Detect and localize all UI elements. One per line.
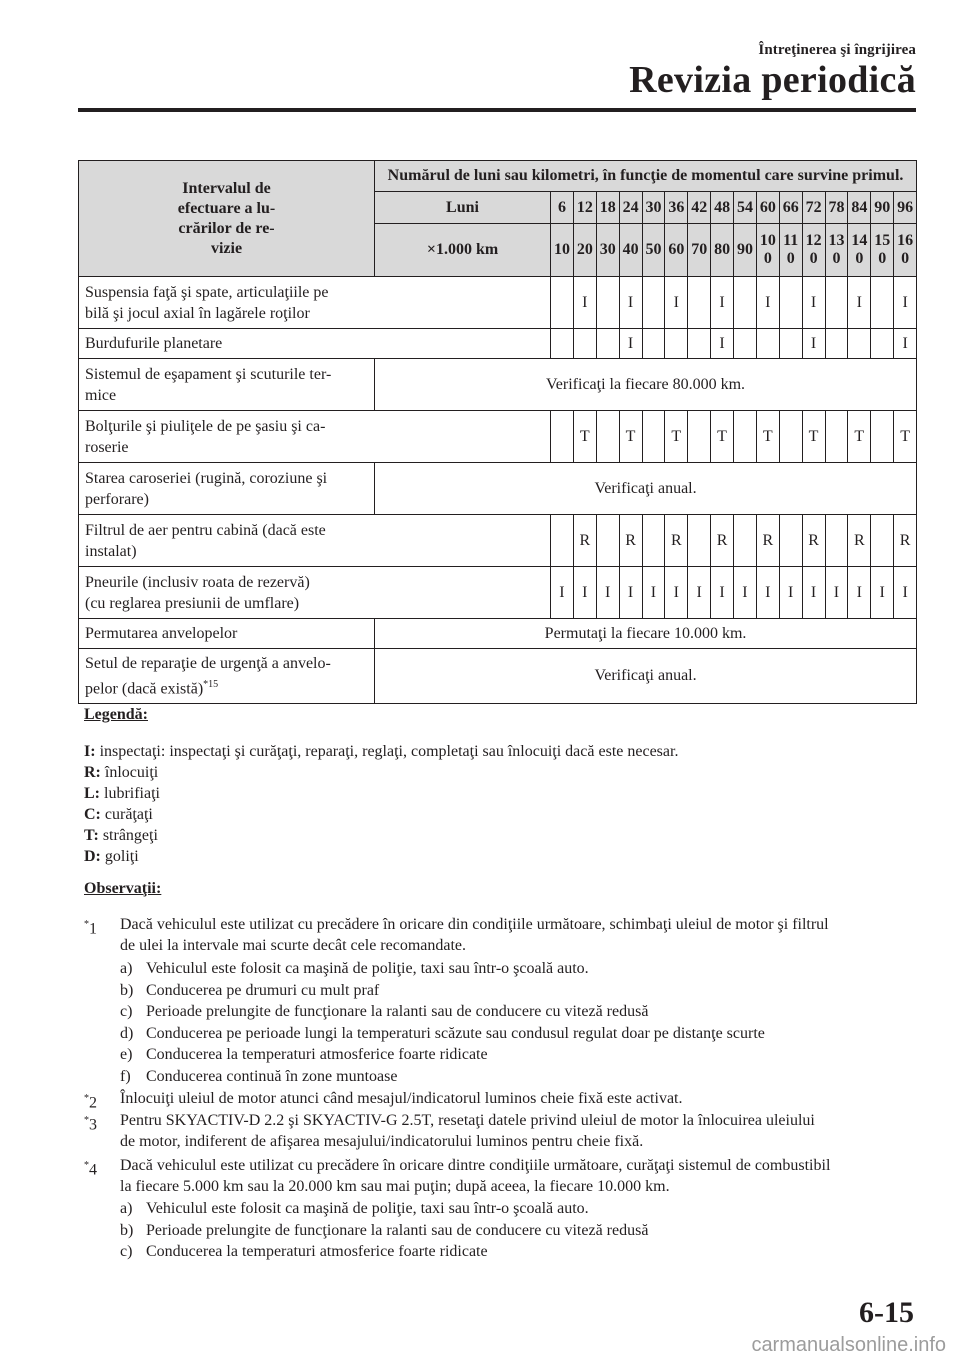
item-label-line: perforare) bbox=[85, 490, 149, 508]
subitem-letter: e) bbox=[120, 1046, 133, 1063]
schedule-mark: I bbox=[894, 277, 917, 329]
note-num-text: 3 bbox=[89, 1116, 97, 1134]
subitem-letter: a) bbox=[120, 1200, 133, 1217]
item-label bbox=[79, 619, 375, 649]
schedule-mark: I bbox=[711, 277, 734, 329]
month-cell: 90 bbox=[871, 192, 894, 224]
interval-span-text: Verificaţi la fiecare 80.000 km. bbox=[375, 359, 917, 411]
schedule-mark bbox=[551, 411, 574, 463]
legend-text: lubrifiaţi bbox=[100, 785, 160, 802]
month-cell: 78 bbox=[825, 192, 848, 224]
note-asterisk: * bbox=[84, 1093, 89, 1104]
schedule-mark bbox=[779, 277, 802, 329]
subitem-text: Conducerea la temperaturi atmosferice foarte ridicate bbox=[146, 1046, 488, 1063]
schedule-mark bbox=[596, 515, 619, 567]
item-label-line: mice bbox=[85, 386, 117, 404]
interval-span-text: Permutaţi la fiecare 10.000 km. bbox=[375, 619, 917, 649]
schedule-mark: I bbox=[756, 567, 779, 619]
note-subitem bbox=[120, 958, 589, 979]
subitem-letter: b) bbox=[120, 1221, 134, 1239]
km-cell-part: 0 bbox=[832, 250, 841, 267]
km-cell bbox=[596, 224, 619, 277]
km-cell bbox=[711, 224, 734, 277]
footnote-ref: *15 bbox=[203, 679, 219, 690]
km-cell-part: 13 bbox=[828, 232, 845, 249]
schedule-mark: R bbox=[802, 515, 825, 567]
subitem-text: Vehiculul este folosit ca maşină de poliţie, taxi sau într-o şcoală auto. bbox=[146, 1200, 589, 1217]
note-num-text: 4 bbox=[89, 1161, 97, 1179]
schedule-mark: I bbox=[802, 329, 825, 359]
km-cell bbox=[573, 224, 596, 277]
interval-span-text: Verificaţi anual. bbox=[375, 649, 917, 704]
km-cell-part: 16 bbox=[897, 232, 914, 249]
item-label bbox=[79, 567, 551, 619]
schedule-mark: R bbox=[573, 515, 596, 567]
month-cell: 36 bbox=[665, 192, 688, 224]
km-label: ×1.000 km bbox=[375, 224, 551, 277]
interval-span-text: Verificaţi anual. bbox=[375, 463, 917, 515]
schedule-mark: T bbox=[573, 411, 596, 463]
km-cell bbox=[665, 224, 688, 277]
note-num-text: 1 bbox=[89, 920, 97, 938]
schedule-mark: I bbox=[619, 329, 642, 359]
subitem-letter: c) bbox=[120, 1243, 133, 1260]
schedule-mark bbox=[596, 411, 619, 463]
item-label bbox=[79, 359, 375, 411]
note-subitem bbox=[120, 1044, 488, 1065]
legend-key: L: bbox=[84, 785, 100, 802]
subitem-text: Conducerea pe drumuri cu mult praf bbox=[146, 981, 380, 999]
schedule-mark: I bbox=[779, 567, 802, 619]
schedule-mark: R bbox=[665, 515, 688, 567]
schedule-mark bbox=[551, 515, 574, 567]
schedule-mark bbox=[871, 515, 894, 567]
item-label-line: Burdufurile planetare bbox=[85, 335, 223, 352]
schedule-mark: I bbox=[894, 567, 917, 619]
schedule-mark: R bbox=[711, 515, 734, 567]
months-label: Luni bbox=[375, 192, 551, 224]
corner-line: Intervalul de bbox=[182, 179, 271, 197]
schedule-mark bbox=[734, 329, 757, 359]
legend-key: C: bbox=[84, 806, 101, 823]
legend-text: înlocuiţi bbox=[100, 764, 159, 781]
schedule-mark: I bbox=[665, 567, 688, 619]
schedule-mark bbox=[596, 329, 619, 359]
km-cell-part: 0 bbox=[901, 250, 910, 267]
month-cell: 24 bbox=[619, 192, 642, 224]
legend-item bbox=[84, 742, 678, 762]
note-num-text: 2 bbox=[89, 1094, 97, 1112]
schedule-mark bbox=[779, 411, 802, 463]
schedule-mark: I bbox=[871, 567, 894, 619]
km-cell-part: 30 bbox=[599, 241, 616, 258]
legend-item bbox=[84, 847, 139, 867]
schedule-mark: I bbox=[619, 567, 642, 619]
schedule-mark: R bbox=[848, 515, 871, 567]
schedule-mark bbox=[688, 329, 711, 359]
month-cell: 60 bbox=[756, 192, 779, 224]
legend-item bbox=[84, 784, 160, 804]
schedule-mark: I bbox=[894, 329, 917, 359]
legend-key: R: bbox=[84, 764, 101, 781]
schedule-mark: I bbox=[802, 277, 825, 329]
header-rule bbox=[78, 108, 916, 112]
note-line: la fiecare 5.000 km sau la 20.000 km sau mai puţin; după aceea, la fiecare 10.000 km. bbox=[120, 1178, 670, 1195]
schedule-mark: I bbox=[573, 277, 596, 329]
km-cell bbox=[802, 224, 825, 277]
note-line: Dacă vehiculul este utilizat cu precădere în oricare din condiţiile următoare, schimbaţi uleiul de motor şi filtrul bbox=[120, 916, 829, 933]
note-subitem bbox=[120, 1220, 648, 1241]
legend-item bbox=[84, 805, 153, 825]
schedule-mark: T bbox=[619, 411, 642, 463]
schedule-mark bbox=[825, 515, 848, 567]
schedule-mark bbox=[665, 329, 688, 359]
schedule-mark: I bbox=[642, 567, 665, 619]
schedule-mark bbox=[825, 329, 848, 359]
km-cell bbox=[894, 224, 917, 277]
km-cell-part: 80 bbox=[714, 241, 731, 258]
month-cell: 42 bbox=[688, 192, 711, 224]
schedule-mark bbox=[779, 329, 802, 359]
schedule-mark bbox=[825, 277, 848, 329]
schedule-mark: I bbox=[848, 277, 871, 329]
note-line: Dacă vehiculul este utilizat cu precădere în oricare dintre condiţiile următoare, curăţaţi sistemul de combustibil bbox=[120, 1157, 831, 1174]
schedule-mark: R bbox=[619, 515, 642, 567]
schedule-mark: I bbox=[551, 567, 574, 619]
observation-note bbox=[84, 914, 914, 956]
schedule-mark bbox=[871, 277, 894, 329]
schedule-mark bbox=[848, 329, 871, 359]
schedule-mark: I bbox=[619, 277, 642, 329]
schedule-mark: T bbox=[756, 411, 779, 463]
schedule-mark bbox=[551, 277, 574, 329]
schedule-mark bbox=[688, 411, 711, 463]
item-label-line: roserie bbox=[85, 438, 129, 456]
schedule-mark: R bbox=[894, 515, 917, 567]
legend-text: curăţaţi bbox=[100, 806, 153, 823]
month-cell: 48 bbox=[711, 192, 734, 224]
km-cell-part: 90 bbox=[736, 241, 753, 258]
schedule-mark bbox=[734, 411, 757, 463]
interval-top-header: Numărul de luni sau kilometri, în funcţie de momentul care survine primul. bbox=[375, 161, 917, 192]
legend-text: inspectaţi: inspectaţi şi curăţaţi, reparaţi, reglaţi, completaţi sau înlocuiţi dacă este necesar. bbox=[95, 743, 679, 760]
subitem-text: Perioade prelungite de funcţionare la ralanti sau de conducere cu viteză redusă bbox=[146, 1003, 649, 1020]
note-asterisk: * bbox=[84, 919, 89, 930]
note-number bbox=[84, 1110, 97, 1135]
note-asterisk: * bbox=[84, 1115, 89, 1126]
note-subitem bbox=[120, 1241, 488, 1262]
item-label-line: pelor (dacă există)$^{*15}$ bbox=[85, 679, 219, 698]
km-cell bbox=[642, 224, 665, 277]
schedule-mark: I bbox=[802, 567, 825, 619]
subitem-letter: f) bbox=[120, 1067, 131, 1085]
item-label bbox=[79, 329, 551, 359]
note-asterisk: * bbox=[84, 1160, 89, 1171]
schedule-mark bbox=[871, 329, 894, 359]
schedule-mark: T bbox=[802, 411, 825, 463]
month-cell: 54 bbox=[734, 192, 757, 224]
km-cell bbox=[756, 224, 779, 277]
km-cell-part: 10 bbox=[759, 232, 776, 249]
schedule-mark bbox=[871, 411, 894, 463]
item-label bbox=[79, 277, 551, 329]
item-label bbox=[79, 649, 375, 704]
schedule-mark bbox=[596, 277, 619, 329]
month-cell: 84 bbox=[848, 192, 871, 224]
schedule-mark bbox=[756, 329, 779, 359]
schedule-mark: I bbox=[734, 567, 757, 619]
km-cell-part: 0 bbox=[763, 250, 772, 267]
legend-key: D: bbox=[84, 848, 101, 865]
subitem-text: Vehiculul este folosit ca maşină de poliţie, taxi sau într-o şcoală auto. bbox=[146, 960, 589, 977]
schedule-mark bbox=[551, 329, 574, 359]
subitem-letter: d) bbox=[120, 1024, 134, 1042]
item-label-line: (cu reglarea presiunii de umflare) bbox=[85, 594, 300, 612]
watermark-text: carmanualsonline.info bbox=[751, 1334, 946, 1356]
item-label-line: bilă şi jocul axial în lagărele roţilor bbox=[85, 304, 310, 322]
observations-title: Observaţii: bbox=[84, 880, 162, 897]
legend-text: goliţi bbox=[100, 848, 139, 865]
item-label-line: Sistemul de eşapament şi scuturile ter- bbox=[85, 365, 332, 383]
observation-note bbox=[84, 1110, 914, 1152]
km-cell bbox=[619, 224, 642, 277]
legend-text: strângeţi bbox=[98, 827, 158, 844]
schedule-mark bbox=[642, 277, 665, 329]
maintenance-schedule-table bbox=[78, 160, 917, 704]
km-cell bbox=[871, 224, 894, 277]
km-cell-part: 20 bbox=[576, 241, 593, 258]
schedule-mark: T bbox=[848, 411, 871, 463]
km-cell-part: 11 bbox=[783, 232, 799, 249]
item-label-line: Filtrul de aer pentru cabină (dacă este bbox=[85, 521, 326, 539]
note-subitem bbox=[120, 1198, 589, 1219]
note-number bbox=[84, 1155, 97, 1180]
km-cell bbox=[825, 224, 848, 277]
item-label bbox=[79, 515, 551, 567]
page-title: Revizia periodică bbox=[629, 59, 916, 101]
item-label-line: Pneurile (inclusiv roata de rezervă) bbox=[85, 573, 310, 591]
month-cell: 18 bbox=[596, 192, 619, 224]
schedule-mark bbox=[573, 329, 596, 359]
note-line: de ulei la intervale mai scurte decât cele recomandate. bbox=[120, 937, 467, 954]
km-cell bbox=[551, 224, 574, 277]
km-cell-part: 15 bbox=[874, 232, 891, 249]
schedule-mark: T bbox=[894, 411, 917, 463]
km-cell-part: 40 bbox=[622, 241, 639, 258]
schedule-mark bbox=[734, 277, 757, 329]
schedule-mark bbox=[825, 411, 848, 463]
corner-line: vizie bbox=[210, 239, 243, 257]
schedule-mark: I bbox=[596, 567, 619, 619]
km-cell bbox=[734, 224, 757, 277]
interval-corner-header bbox=[79, 161, 375, 277]
schedule-mark bbox=[642, 515, 665, 567]
note-line: Pentru SKYACTIV-D 2.2 şi SKYACTIV-G 2.5T, resetaţi datele privind uleiul de motor la înlocuirea uleiului bbox=[120, 1112, 815, 1129]
item-label-line: Setul de reparaţie de urgenţă a anvelo- bbox=[85, 655, 331, 672]
schedule-mark bbox=[734, 515, 757, 567]
item-label bbox=[79, 411, 551, 463]
legend-title: Legendă: bbox=[84, 706, 148, 723]
subitem-letter: b) bbox=[120, 981, 134, 999]
schedule-mark bbox=[779, 515, 802, 567]
observation-note bbox=[84, 1155, 914, 1197]
schedule-mark: I bbox=[688, 567, 711, 619]
schedule-mark: T bbox=[665, 411, 688, 463]
note-line: Înlocuiţi uleiul de motor atunci când mesajul/indicatorul luminos cheie fixă este activat. bbox=[120, 1090, 683, 1107]
item-label-line: instalat) bbox=[85, 542, 137, 560]
schedule-mark: I bbox=[573, 567, 596, 619]
schedule-mark: I bbox=[711, 329, 734, 359]
item-label-line: Starea caroseriei (rugină, coroziune şi bbox=[85, 469, 328, 487]
schedule-mark bbox=[688, 515, 711, 567]
km-cell-part: 0 bbox=[855, 250, 864, 267]
km-cell-part: 12 bbox=[805, 232, 822, 249]
subitem-text: Conducerea continuă în zone muntoase bbox=[146, 1067, 398, 1085]
km-cell-part: 0 bbox=[786, 250, 795, 267]
schedule-mark bbox=[642, 329, 665, 359]
km-cell bbox=[779, 224, 802, 277]
subitem-letter: c) bbox=[120, 1003, 133, 1020]
km-cell bbox=[848, 224, 871, 277]
month-cell: 96 bbox=[894, 192, 917, 224]
corner-line: efectuare a lu- bbox=[177, 199, 276, 217]
month-cell: 12 bbox=[573, 192, 596, 224]
schedule-mark: I bbox=[711, 567, 734, 619]
subitem-text: Conducerea la temperaturi atmosferice foarte ridicate bbox=[146, 1243, 488, 1260]
legend-item bbox=[84, 763, 158, 783]
note-line: de motor, indiferent de afişarea mesajului/indicatorului luminos pentru cheie fixă. bbox=[120, 1133, 644, 1150]
legend-key: I: bbox=[84, 743, 96, 760]
km-cell-part: 10 bbox=[553, 241, 570, 258]
schedule-mark: I bbox=[756, 277, 779, 329]
item-label-line: Suspensia faţă şi spate, articulaţiile pe bbox=[85, 283, 329, 301]
km-cell-part: 50 bbox=[645, 241, 662, 258]
subitem-letter: a) bbox=[120, 960, 133, 977]
km-cell-part: 60 bbox=[668, 241, 685, 258]
corner-line: crărilor de re- bbox=[178, 219, 275, 237]
item-label-line: Bolţurile şi piuliţele de pe şasiu şi ca- bbox=[85, 417, 326, 435]
item-label bbox=[79, 463, 375, 515]
section-header: Întreţinerea şi îngrijirea bbox=[758, 42, 916, 58]
observation-note bbox=[84, 1088, 914, 1112]
km-cell-part: 0 bbox=[878, 250, 887, 267]
subitem-text: Conducerea pe perioade lungi la temperaturi scăzute sau condusul regulat doar pe distanţe scurte bbox=[146, 1024, 765, 1042]
note-subitem bbox=[120, 1023, 765, 1044]
legend-item bbox=[84, 826, 158, 846]
schedule-mark bbox=[642, 411, 665, 463]
km-cell-part: 70 bbox=[691, 241, 708, 258]
legend-key: T: bbox=[84, 827, 99, 844]
item-label-line: Permutarea anvelopelor bbox=[85, 625, 238, 642]
schedule-mark: T bbox=[711, 411, 734, 463]
note-subitem bbox=[120, 1001, 648, 1022]
schedule-mark: I bbox=[848, 567, 871, 619]
month-cell: 66 bbox=[779, 192, 802, 224]
month-cell: 72 bbox=[802, 192, 825, 224]
schedule-mark: R bbox=[756, 515, 779, 567]
note-number bbox=[84, 914, 97, 939]
schedule-mark bbox=[688, 277, 711, 329]
km-cell-part: 0 bbox=[809, 250, 818, 267]
schedule-mark: I bbox=[825, 567, 848, 619]
month-cell: 6 bbox=[551, 192, 574, 224]
km-cell bbox=[688, 224, 711, 277]
subitem-text: Perioade prelungite de funcţionare la ralanti sau de conducere cu viteză redusă bbox=[146, 1221, 649, 1239]
month-cell: 30 bbox=[642, 192, 665, 224]
note-subitem bbox=[120, 1066, 397, 1087]
km-cell-part: 14 bbox=[851, 232, 868, 249]
schedule-mark: I bbox=[665, 277, 688, 329]
note-subitem bbox=[120, 980, 379, 1001]
page-number: 6-15 bbox=[859, 1296, 914, 1329]
